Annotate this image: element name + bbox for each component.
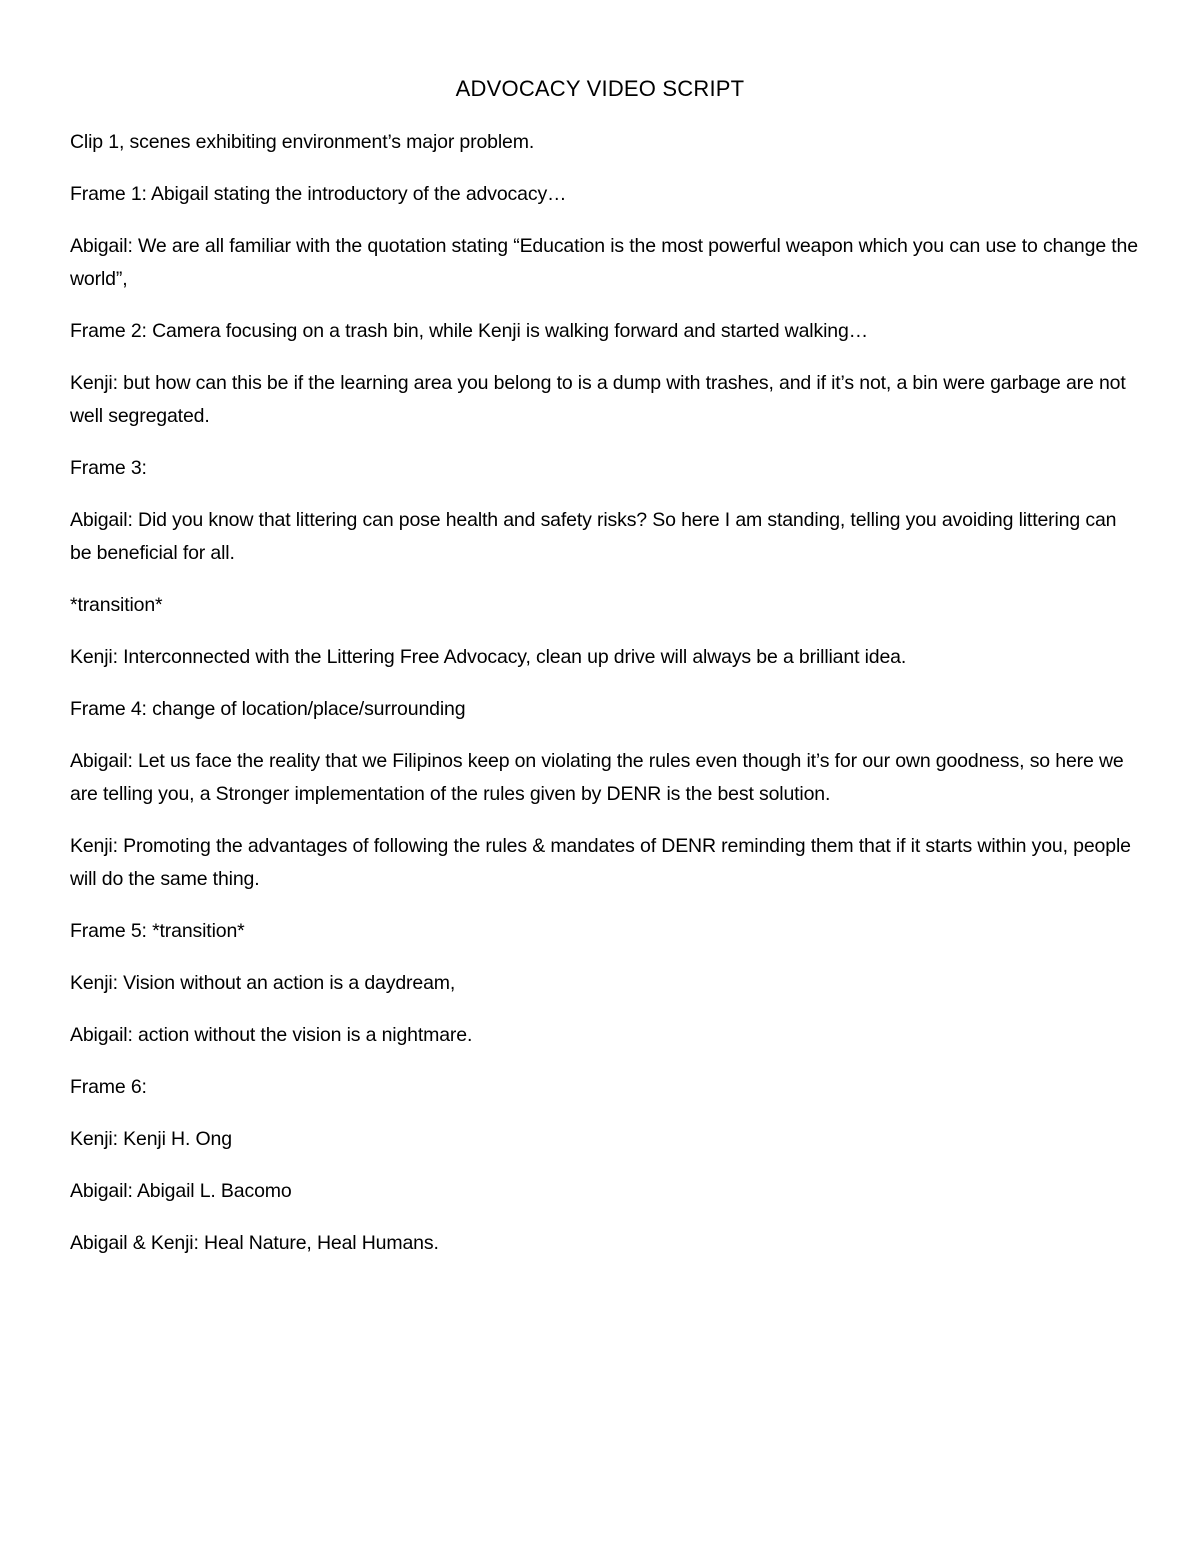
- paragraph-frame-1: Frame 1: Abigail stating the introductory of the advocacy…: [70, 183, 567, 205]
- paragraph-kenji-vision: Kenji: Vision without an action is a daydream,: [70, 972, 456, 994]
- paragraph-frame-2: Frame 2: Camera focusing on a trash bin, while Kenji is walking forward and started walking…: [70, 320, 868, 342]
- paragraph-closing-line: Abigail & Kenji: Heal Nature, Heal Humans.: [70, 1232, 439, 1254]
- paragraph-abigail-littering: Abigail: Did you know that littering can pose health and safety risks? So here I am standing, telling you avoiding littering can be beneficial for all.: [70, 509, 1117, 564]
- document-title: ADVOCACY VIDEO SCRIPT: [455, 76, 745, 101]
- paragraph-frame-4: Frame 4: change of location/place/surrounding: [70, 698, 466, 720]
- document-body: [70, 126, 1138, 1279]
- paragraph-abigail-reality: Abigail: Let us face the reality that we Filipinos keep on violating the rules even though it’s for our own goodness, so here we are telling you, a Stronger implementation of the rules given by DENR is the best solution.: [70, 750, 1124, 805]
- paragraph-abigail-action: Abigail: action without the vision is a nightmare.: [70, 1024, 473, 1046]
- paragraph-kenji-dump: Kenji: but how can this be if the learning area you belong to is a dump with trashes, and if it’s not, a bin were garbage are not well segregated.: [70, 372, 1126, 427]
- paragraph-frame-3: Frame 3:: [70, 457, 147, 479]
- paragraph-abigail-quote: Abigail: We are all familiar with the quotation stating “Education is the most powerful weapon which you can use to change the world”,: [70, 235, 1138, 290]
- paragraph-abigail-name: Abigail: Abigail L. Bacomo: [70, 1180, 292, 1202]
- paragraph-transition: *transition*: [70, 594, 163, 616]
- paragraph-kenji-promoting: Kenji: Promoting the advantages of following the rules & mandates of DENR reminding them that if it starts within you, people will do the same thing.: [70, 835, 1131, 890]
- paragraph-frame-5: Frame 5: *transition*: [70, 920, 245, 942]
- paragraph-kenji-name: Kenji: Kenji H. Ong: [70, 1128, 232, 1150]
- paragraph-frame-6: Frame 6:: [70, 1076, 147, 1098]
- paragraph-kenji-cleanup: Kenji: Interconnected with the Littering Free Advocacy, clean up drive will always be a brilliant idea.: [70, 646, 907, 668]
- paragraph-clip-1: Clip 1, scenes exhibiting environment’s major problem.: [70, 131, 535, 153]
